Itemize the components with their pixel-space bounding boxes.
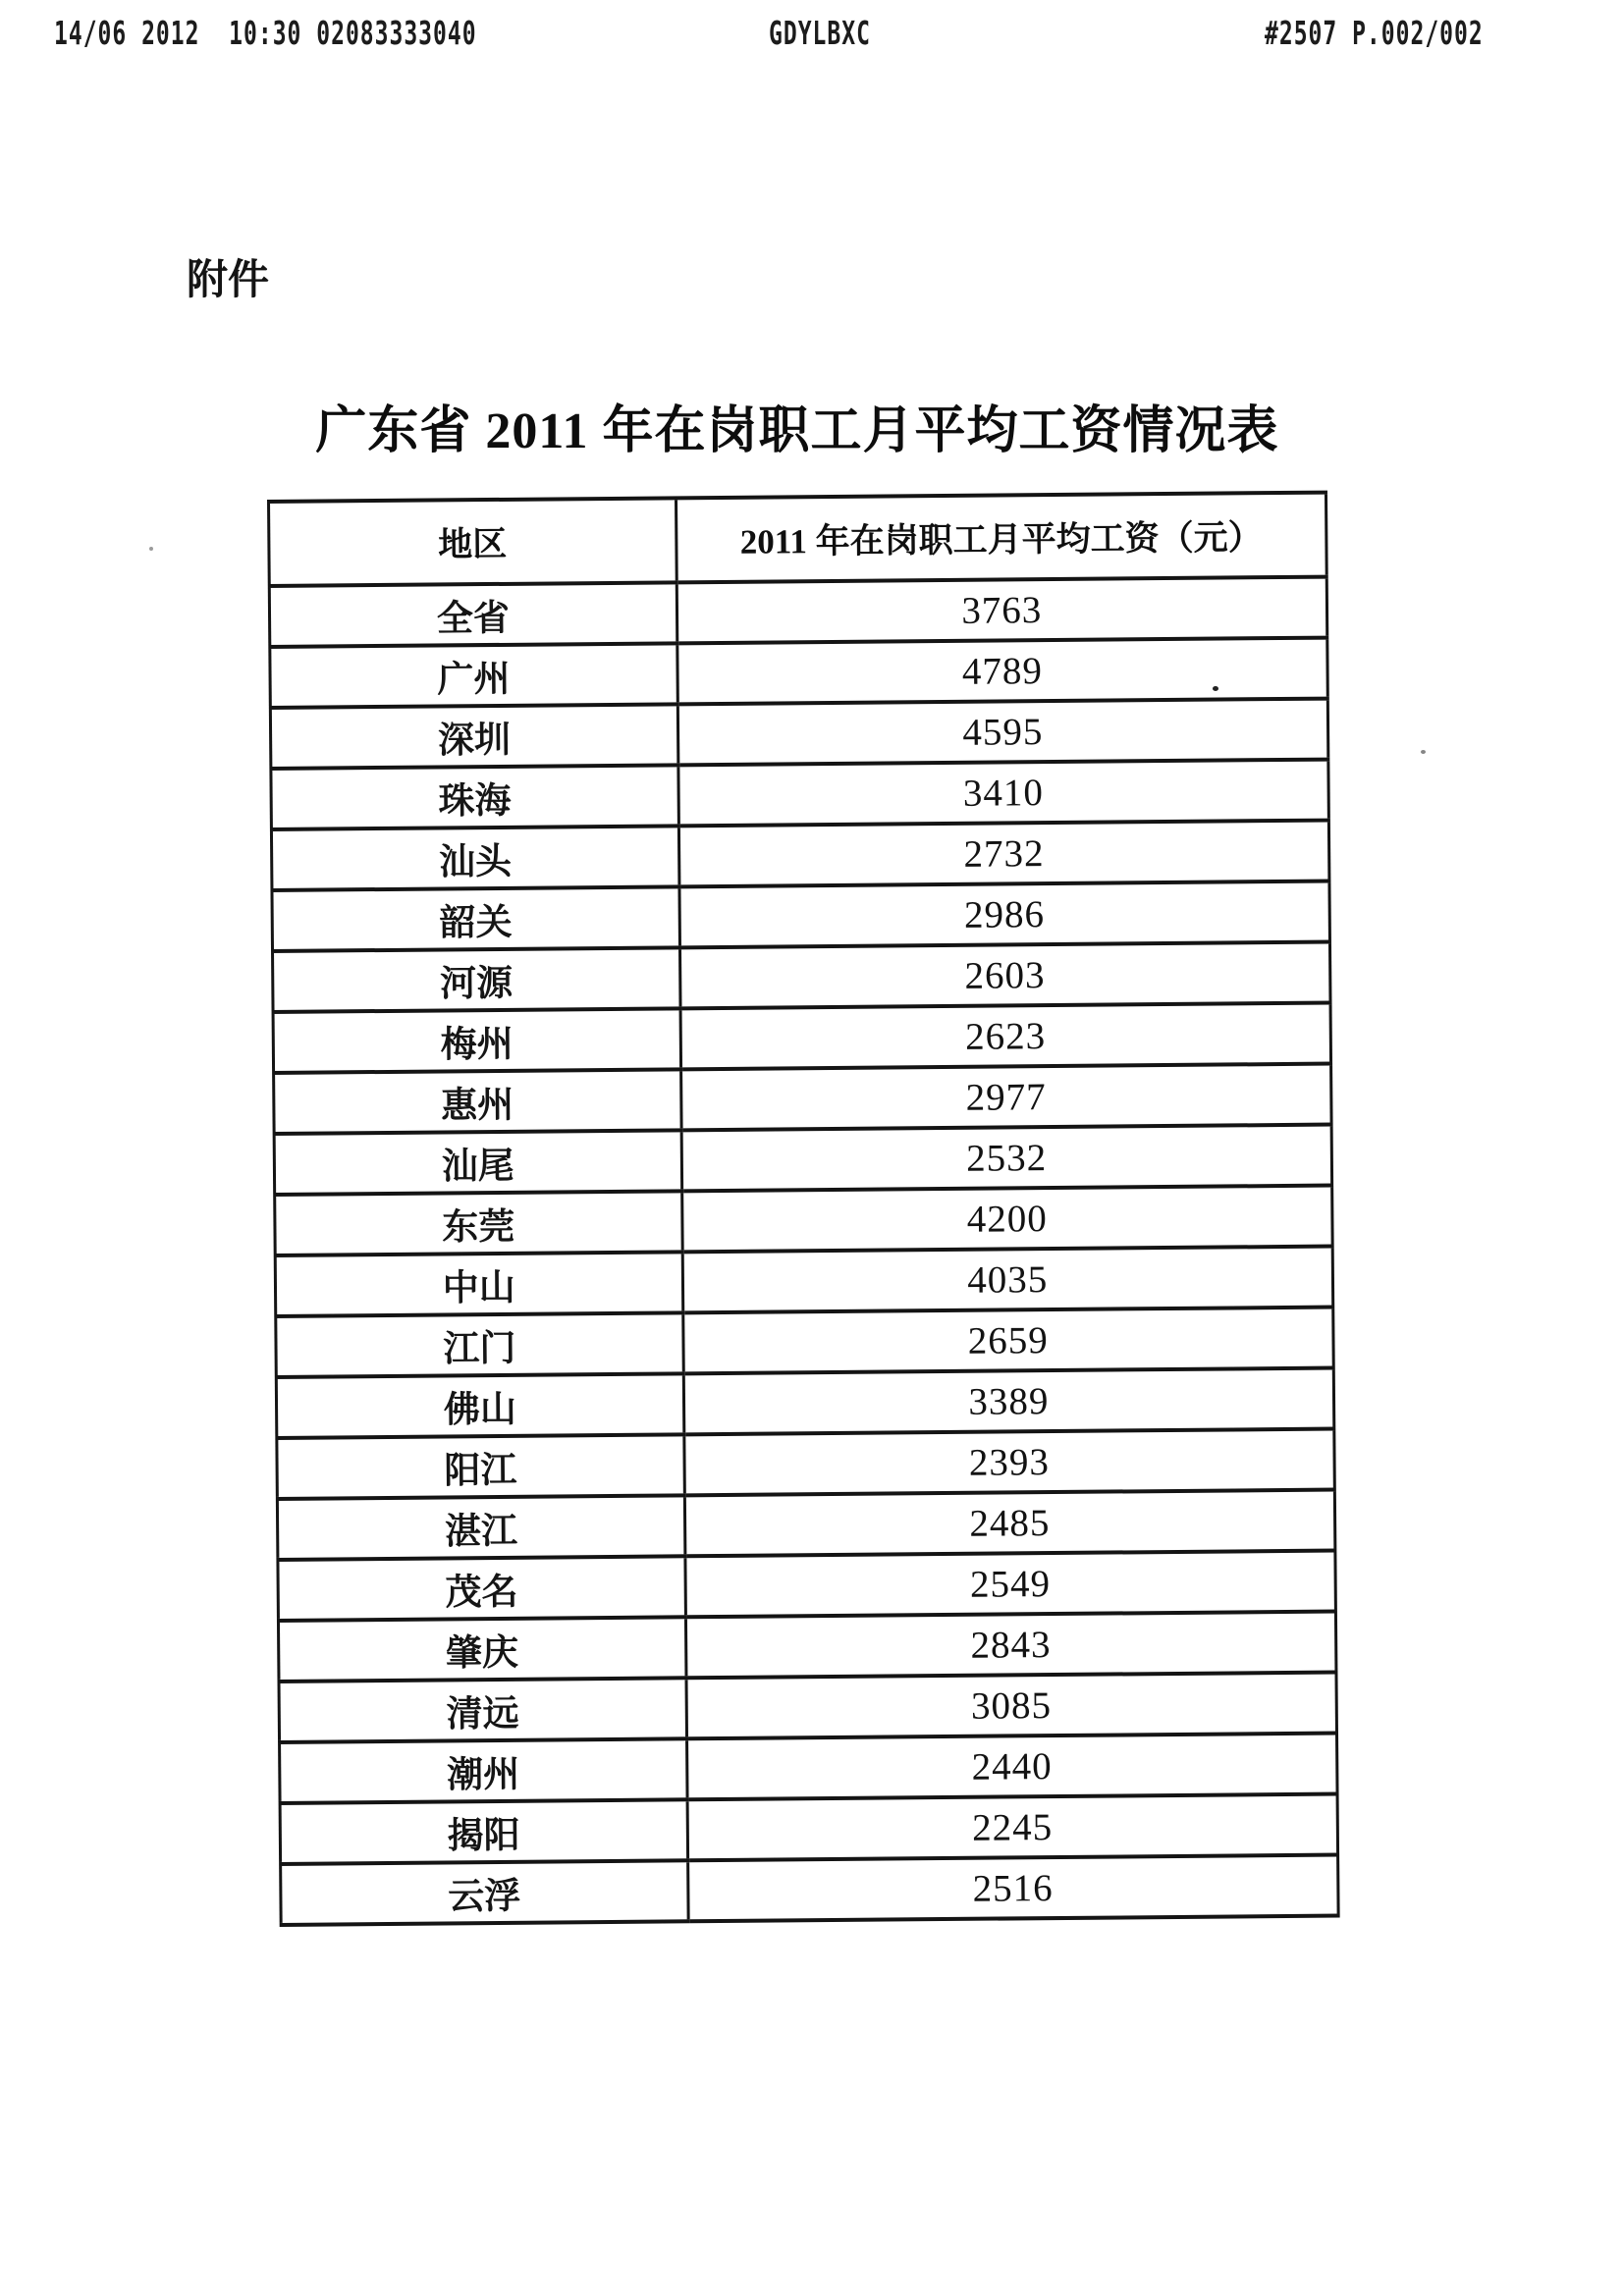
region-cell: 肇庆 — [278, 1617, 685, 1682]
fax-datetime-number: 14/06 2012 10:30 02083333040 — [54, 16, 477, 53]
table-row — [274, 1125, 1332, 1195]
region-cell: 江门 — [276, 1312, 683, 1377]
table-body — [269, 577, 1338, 1925]
table-row — [273, 1003, 1331, 1073]
wage-cell: 2245 — [687, 1794, 1338, 1861]
page-title: 广东省 2011 年在岗职工月平均工资情况表 — [315, 403, 1279, 459]
region-cell: 广州 — [270, 643, 677, 708]
wage-cell: 2440 — [686, 1734, 1337, 1800]
table-row — [271, 760, 1329, 829]
wage-cell: 2393 — [683, 1429, 1334, 1496]
wage-cell: 4789 — [676, 638, 1327, 705]
region-cell: 清远 — [279, 1678, 686, 1742]
wage-cell: 2485 — [684, 1490, 1335, 1557]
table-row — [274, 1064, 1332, 1134]
column-header-region: 地区 — [269, 498, 676, 586]
column-header-wage: 2011 年在岗职工月平均工资（元） — [676, 493, 1326, 583]
wage-table — [267, 491, 1340, 1927]
wage-cell: 2532 — [681, 1125, 1332, 1192]
table-row — [281, 1855, 1339, 1925]
region-cell: 汕尾 — [274, 1130, 681, 1195]
region-cell: 河源 — [273, 947, 680, 1012]
table-row — [280, 1794, 1338, 1864]
wage-cell: 2732 — [678, 821, 1329, 887]
region-cell: 茂名 — [278, 1556, 685, 1621]
region-cell: 东莞 — [275, 1191, 682, 1255]
region-cell: 云浮 — [281, 1860, 688, 1925]
region-cell: 湛江 — [277, 1495, 684, 1560]
wage-cell: 3389 — [683, 1368, 1334, 1435]
region-cell: 阳江 — [277, 1434, 684, 1499]
table-row — [275, 1186, 1333, 1255]
wage-cell: 2516 — [687, 1855, 1338, 1922]
table-row — [270, 638, 1328, 708]
table-row — [275, 1247, 1333, 1316]
wage-cell: 4595 — [677, 699, 1328, 766]
wage-cell: 2986 — [679, 881, 1330, 948]
wage-cell: 2977 — [680, 1064, 1331, 1131]
table-row — [278, 1612, 1336, 1682]
scan-speck — [1421, 750, 1426, 754]
table-row — [279, 1673, 1337, 1742]
region-cell: 深圳 — [270, 704, 677, 769]
table-row — [278, 1551, 1336, 1621]
wage-table-container — [267, 491, 1340, 1927]
table-row — [269, 577, 1327, 647]
wage-cell: 2843 — [685, 1612, 1336, 1679]
region-cell: 梅州 — [273, 1008, 680, 1073]
region-cell: 珠海 — [271, 765, 678, 829]
table-row — [270, 699, 1328, 769]
wage-cell: 4200 — [681, 1186, 1332, 1253]
table-row — [277, 1490, 1335, 1560]
wage-cell: 4035 — [682, 1247, 1333, 1313]
wage-cell: 2549 — [685, 1551, 1336, 1618]
wage-cell: 2603 — [679, 942, 1330, 1009]
region-cell: 中山 — [275, 1252, 682, 1316]
table-row — [276, 1368, 1334, 1438]
table-row — [280, 1734, 1338, 1803]
table-row — [271, 821, 1329, 890]
wage-cell: 3410 — [678, 760, 1329, 827]
table-row — [272, 881, 1330, 951]
region-cell: 全省 — [269, 582, 676, 647]
region-cell: 汕头 — [271, 826, 678, 890]
scan-speck — [1213, 686, 1218, 691]
table-row — [277, 1429, 1335, 1499]
region-cell: 揭阳 — [280, 1799, 687, 1864]
fax-page-counter: #2507 P.002/002 — [1265, 16, 1484, 53]
table-header-row — [269, 493, 1327, 586]
wage-cell: 3085 — [686, 1673, 1337, 1739]
wage-cell: 2659 — [682, 1308, 1333, 1374]
wage-cell: 3763 — [676, 577, 1327, 644]
attachment-label: 附件 — [187, 258, 270, 303]
region-cell: 惠州 — [274, 1069, 681, 1134]
table-row — [273, 942, 1331, 1012]
scan-speck — [149, 547, 153, 551]
wage-cell: 2623 — [680, 1003, 1331, 1070]
table-row — [276, 1308, 1334, 1377]
region-cell: 潮州 — [280, 1738, 687, 1803]
fax-station-id: GDYLBXC — [769, 16, 871, 53]
region-cell: 佛山 — [276, 1373, 683, 1438]
region-cell: 韶关 — [272, 886, 679, 951]
